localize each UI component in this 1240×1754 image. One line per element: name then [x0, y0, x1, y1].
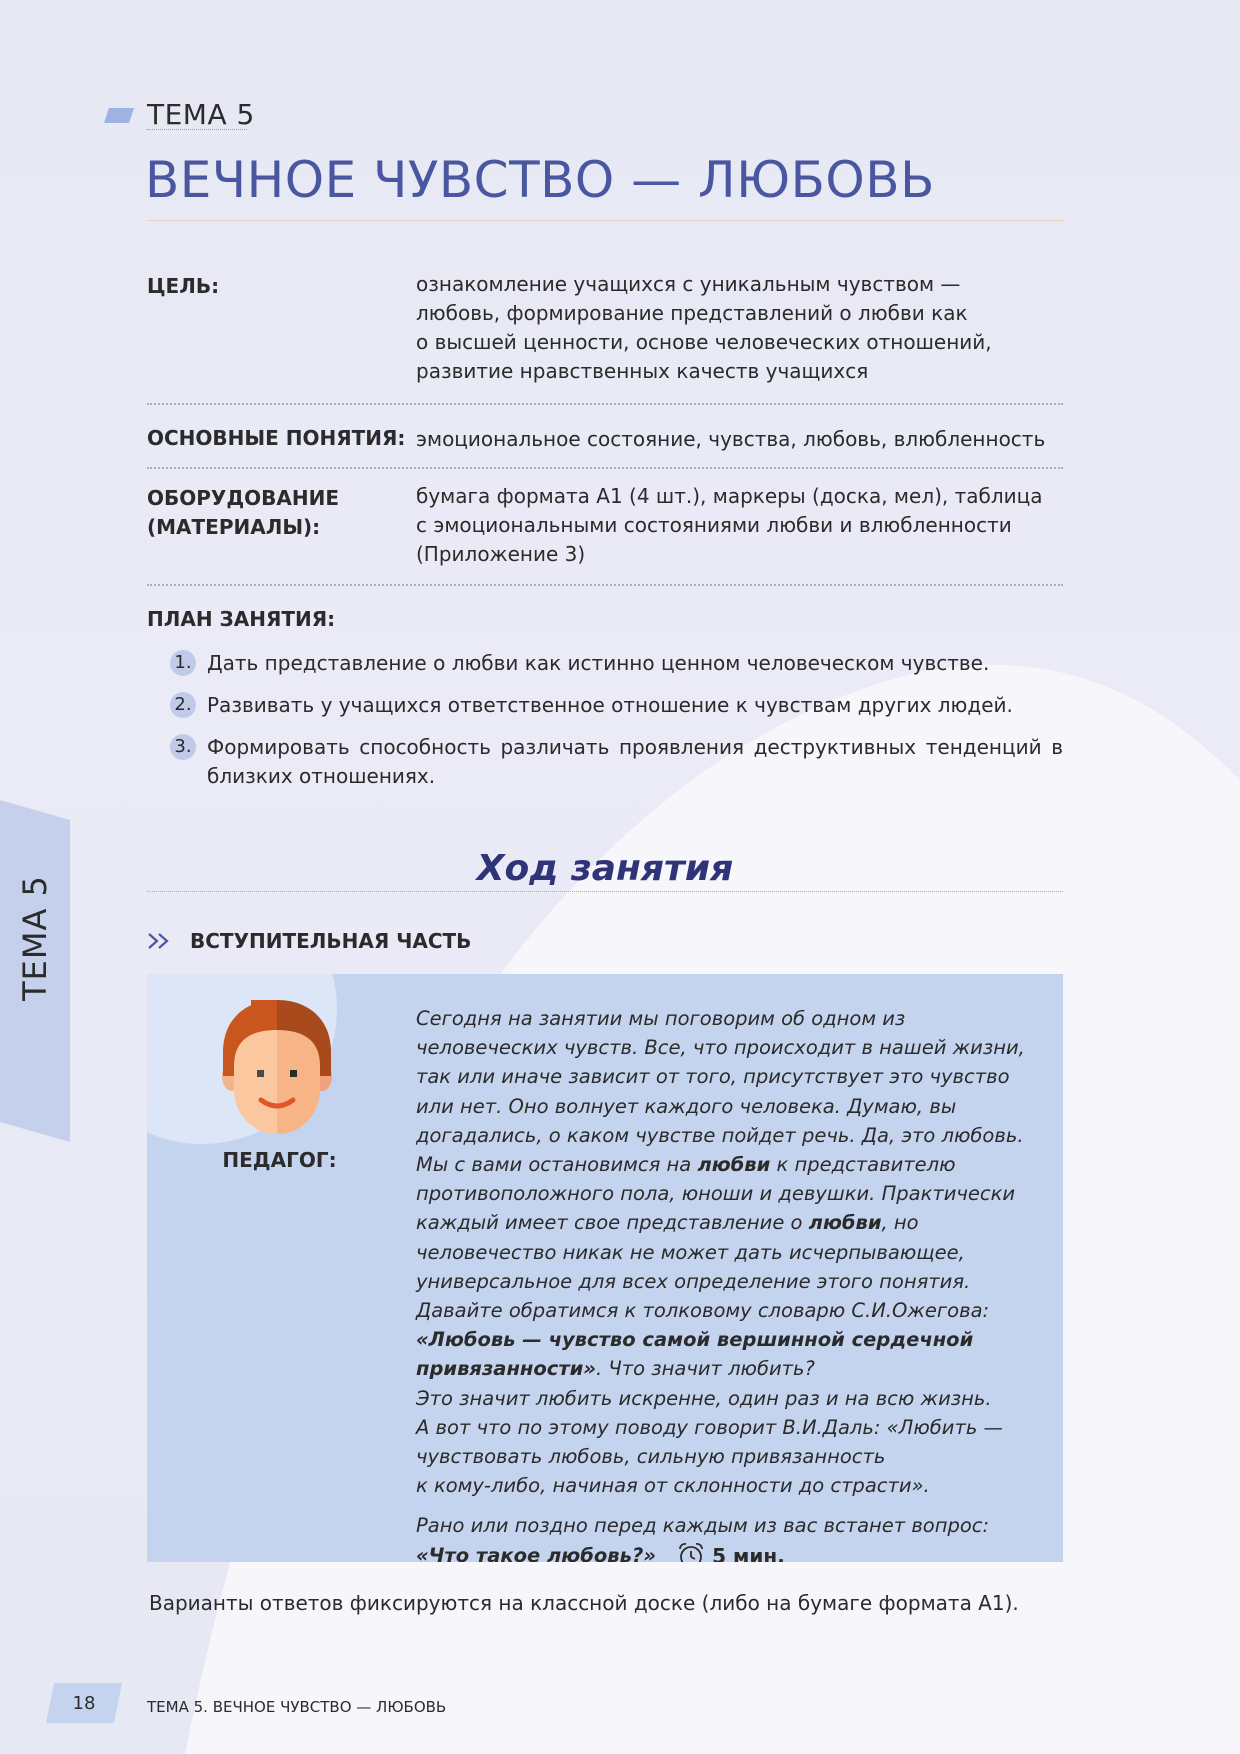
side-tab-label: ТЕМА 5: [16, 875, 54, 1001]
speech-line: Это значит любить искренне, один раз и на всю жизнь.: [416, 1386, 992, 1410]
speech-line: к кому-либо, начиная от склонности до страсти».: [416, 1474, 930, 1498]
equipment-line: бумага формата А1 (4 шт.), маркеры (доска, мел), таблица: [416, 484, 1043, 508]
speaker-label: ПЕДАГОГ:: [222, 1148, 337, 1172]
speech-line: Рано или поздно перед каждым из вас встанет вопрос:: [416, 1514, 990, 1538]
equipment-label-line: (МАТЕРИАЛЫ):: [147, 515, 321, 539]
footer-running-title: ТЕМА 5. ВЕЧНОЕ ЧУВСТВО — ЛЮБОВЬ: [147, 1698, 447, 1716]
speech-emphasis: любви: [697, 1153, 771, 1177]
goal-line: развитие нравственных качеств учащихся: [416, 359, 869, 383]
plan-item-number: 2.: [170, 692, 196, 718]
timer: [676, 1541, 785, 1562]
equipment-label-line: ОБОРУДОВАНИЕ: [147, 486, 340, 510]
lesson-heading-rule: [147, 891, 1063, 892]
plan-item-text: Дать представление о любви как истинно ценном человеческом чувстве.: [207, 651, 990, 675]
concepts-value: эмоциональное состояние, чувства, любовь, влюбленность: [416, 427, 1046, 451]
page-title: ВЕЧНОЕ ЧУВСТВО — ЛЮБОВЬ: [145, 151, 935, 209]
lesson-heading: Ход занятия: [476, 848, 734, 889]
divider: [147, 584, 1063, 586]
tema-underline: [147, 129, 247, 130]
equipment-line: (Приложение 3): [416, 542, 586, 566]
answers-note: Варианты ответов фиксируются на классной доске (либо на бумаге формата А1).: [149, 1591, 1019, 1615]
section-heading: ВСТУПИТЕЛЬНАЯ ЧАСТЬ: [190, 929, 472, 953]
speech-emphasis: любви: [808, 1211, 882, 1235]
equipment-value: [416, 482, 1066, 569]
concepts-label: ОСНОВНЫЕ ПОНЯТИЯ:: [147, 426, 406, 450]
goal-label: ЦЕЛЬ:: [147, 274, 220, 298]
title-divider: [147, 220, 1063, 221]
speech-paragraph: [416, 1004, 1041, 1384]
plan-item-text: Формировать способность различать проявления деструктивных тенденций в близких отношениях.: [207, 735, 1063, 788]
divider: [147, 403, 1063, 405]
equipment-label: [147, 484, 339, 542]
plan-heading: ПЛАН ЗАНЯТИЯ:: [147, 607, 336, 631]
speech-text: Сегодня на занятии мы поговорим об одном из человеческих чувств. Все, что происходит в нашей жизни, так или иначе зависит от того, присутствует это чувство или нет. Оно волнует каждого человека. Думаю, вы догадались, о каком чувстве пойдет речь. Да, это любовь. Мы с вами остановимся на: [416, 1007, 1025, 1177]
speech-line: А вот что по этому поводу говорит В.И.Даль: «Любить — чувствовать любовь, сильную привязанность: [416, 1415, 1004, 1469]
teacher-speech-box: [147, 974, 1063, 1562]
speech-text: , но человечество никак не может дать исчерпывающее, универсальное для всех определение этого понятия. Давайте обратимся к толковому словарю С.И.Ожегова:: [416, 1211, 990, 1323]
teacher-avatar-icon: [217, 1000, 337, 1134]
goal-line: о высшей ценности, основе человеческих отношений,: [416, 330, 992, 354]
divider: [147, 467, 1063, 469]
plan-item-number: 3.: [170, 734, 196, 760]
speech-question: «Что такое любовь?»: [416, 1543, 656, 1562]
double-chevron-icon: [147, 932, 171, 950]
tema-marker-icon: [104, 108, 134, 123]
speech-quote: «Любовь — чувство самой вершинной сердечной привязанности»: [416, 1328, 974, 1381]
timer-duration: 5 мин.: [712, 1543, 785, 1562]
plan-item-text: Развивать у учащихся ответственное отношение к чувствам других людей.: [207, 693, 1013, 717]
speech-text: . Что значит любить?: [596, 1357, 815, 1381]
goal-line: ознакомление учащихся с уникальным чувством —: [416, 272, 961, 296]
equipment-line: с эмоциональными состояниями любви и влюбленности: [416, 513, 1012, 537]
alarm-clock-icon: [676, 1541, 706, 1562]
speech-text: к представителю противоположного пола, юноши и девушки. Практически каждый имеет свое представление о: [416, 1153, 1016, 1235]
goal-line: любовь, формирование представлений о любви как: [416, 301, 968, 325]
speech-question-line: [416, 1541, 1041, 1562]
goal-value: [416, 270, 1066, 386]
teacher-speech: [416, 1004, 1041, 1562]
plan-item-number: 1.: [170, 650, 196, 676]
tema-label: ТЕМА 5: [147, 98, 255, 131]
page-number: 18: [72, 1693, 96, 1714]
